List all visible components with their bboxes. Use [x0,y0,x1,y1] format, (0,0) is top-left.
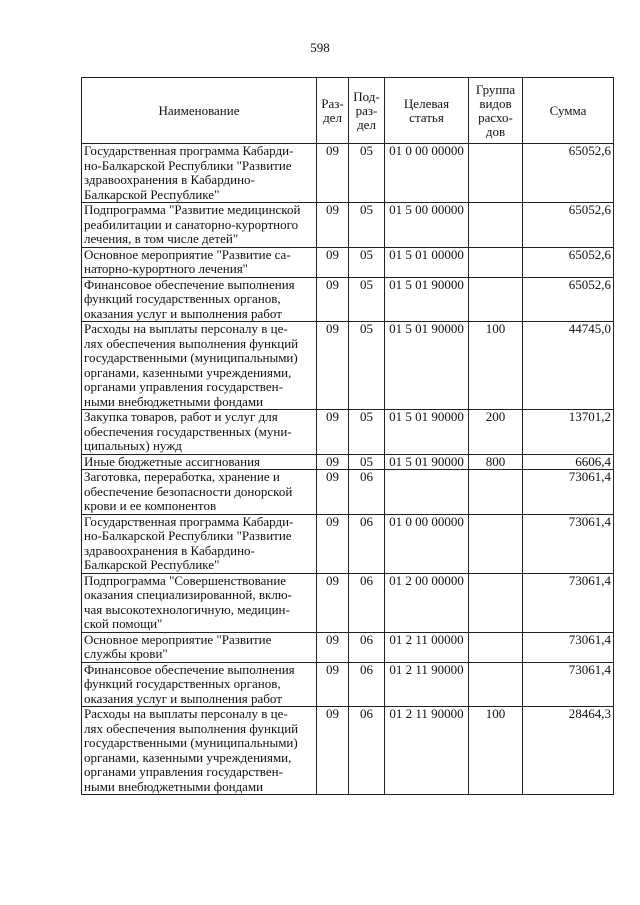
cell-name: Государственная программа Кабарди- но-Балкарской Республики "Развитие здравоохранения в Кабардино- Балкарской Республике" [82,514,317,573]
cell-subsection: 06 [349,514,385,573]
cell-subsection: 06 [349,470,385,515]
cell-target: 01 0 00 00000 [385,144,469,203]
cell-group: 100 [469,707,523,795]
cell-name: Основное мероприятие "Развитие са- наторно-курортного лечения" [82,247,317,277]
cell-target: 01 2 11 00000 [385,632,469,662]
table-row [82,410,614,455]
cell-group: 200 [469,410,523,455]
budget-table [81,77,614,795]
cell-section: 09 [317,277,349,322]
cell-sum: 73061,4 [523,514,614,573]
table-row [82,144,614,203]
cell-name: Государственная программа Кабарди- но-Балкарской Республики "Развитие здравоохранения в Кабардино- Балкарской Республике" [82,144,317,203]
cell-group: 100 [469,322,523,410]
cell-target: 01 2 11 90000 [385,662,469,707]
cell-sum: 65052,6 [523,144,614,203]
cell-section: 09 [317,514,349,573]
table-row [82,203,614,248]
cell-target: 01 5 00 00000 [385,203,469,248]
cell-name: Финансовое обеспечение выполнения функций государственных органов, оказания услуг и выполнения работ [82,662,317,707]
table-row [82,247,614,277]
cell-name: Расходы на выплаты персоналу в це- лях обеспечения выполнения функций государственными (муниципальными) органами, казенными учреждениями, органами управления государствен- ными внебюджетными фондами [82,707,317,795]
cell-section: 09 [317,144,349,203]
cell-subsection: 05 [349,277,385,322]
cell-group [469,144,523,203]
cell-target [385,470,469,515]
cell-name: Закупка товаров, работ и услуг для обеспечения государственных (муни- ципальных) нужд [82,410,317,455]
column-header-target: Целевая статья [385,78,469,144]
table-row [82,454,614,470]
column-header-sum: Сумма [523,78,614,144]
cell-sum: 28464,3 [523,707,614,795]
cell-sum: 65052,6 [523,247,614,277]
cell-group [469,632,523,662]
cell-sum: 73061,4 [523,632,614,662]
cell-target: 01 0 00 00000 [385,514,469,573]
cell-target: 01 5 01 00000 [385,247,469,277]
cell-subsection: 05 [349,203,385,248]
cell-sum: 6606,4 [523,454,614,470]
cell-name: Заготовка, переработка, хранение и обеспечение безопасности донорской крови и ее компонентов [82,470,317,515]
cell-sum: 73061,4 [523,573,614,632]
table-row [82,632,614,662]
cell-sum: 65052,6 [523,203,614,248]
cell-sum: 73061,4 [523,470,614,515]
cell-target: 01 2 11 90000 [385,707,469,795]
cell-group [469,247,523,277]
cell-subsection: 05 [349,247,385,277]
cell-section: 09 [317,410,349,455]
cell-group [469,662,523,707]
cell-subsection: 06 [349,662,385,707]
cell-name: Иные бюджетные ассигнования [82,454,317,470]
cell-name: Финансовое обеспечение выполнения функций государственных органов, оказания услуг и выполнения работ [82,277,317,322]
cell-name: Подпрограмма "Развитие медицинской реабилитации и санаторно-курортного лечения, в том числе детей" [82,203,317,248]
table-row [82,470,614,515]
cell-section: 09 [317,322,349,410]
cell-section: 09 [317,662,349,707]
cell-subsection: 05 [349,410,385,455]
cell-section: 09 [317,632,349,662]
cell-name: Подпрограмма "Совершенствование оказания специализированной, вклю- чая высокотехнологичную, медицин- ской помощи" [82,573,317,632]
table-body [82,144,614,795]
table-row [82,514,614,573]
cell-sum: 13701,2 [523,410,614,455]
cell-target: 01 2 00 00000 [385,573,469,632]
cell-group: 800 [469,454,523,470]
cell-target: 01 5 01 90000 [385,454,469,470]
column-header-section: Раз- дел [317,78,349,144]
cell-group [469,470,523,515]
cell-name: Расходы на выплаты персоналу в це- лях обеспечения выполнения функций государственными (муниципальными) органами, казенными учреждениями, органами управления государствен- ными внебюджетными фондами [82,322,317,410]
cell-sum: 65052,6 [523,277,614,322]
cell-target: 01 5 01 90000 [385,410,469,455]
cell-subsection: 05 [349,144,385,203]
column-header-subsection: Под- раз- дел [349,78,385,144]
cell-section: 09 [317,573,349,632]
table-row [82,322,614,410]
cell-group [469,514,523,573]
table-row [82,662,614,707]
table-row [82,573,614,632]
column-header-group: Группа видов расхо- дов [469,78,523,144]
cell-subsection: 06 [349,632,385,662]
cell-section: 09 [317,707,349,795]
cell-subsection: 05 [349,322,385,410]
cell-name: Основное мероприятие "Развитие службы крови" [82,632,317,662]
cell-sum: 73061,4 [523,662,614,707]
column-header-name: Наименование [82,78,317,144]
page-number: 598 [310,40,330,55]
cell-section: 09 [317,470,349,515]
cell-section: 09 [317,203,349,248]
cell-subsection: 06 [349,707,385,795]
cell-section: 09 [317,454,349,470]
table-row [82,277,614,322]
table-row [82,707,614,795]
table-header-row [82,78,614,144]
cell-sum: 44745,0 [523,322,614,410]
cell-subsection: 05 [349,454,385,470]
cell-group [469,573,523,632]
cell-group [469,203,523,248]
cell-subsection: 06 [349,573,385,632]
cell-target: 01 5 01 90000 [385,277,469,322]
cell-group [469,277,523,322]
cell-target: 01 5 01 90000 [385,322,469,410]
cell-section: 09 [317,247,349,277]
